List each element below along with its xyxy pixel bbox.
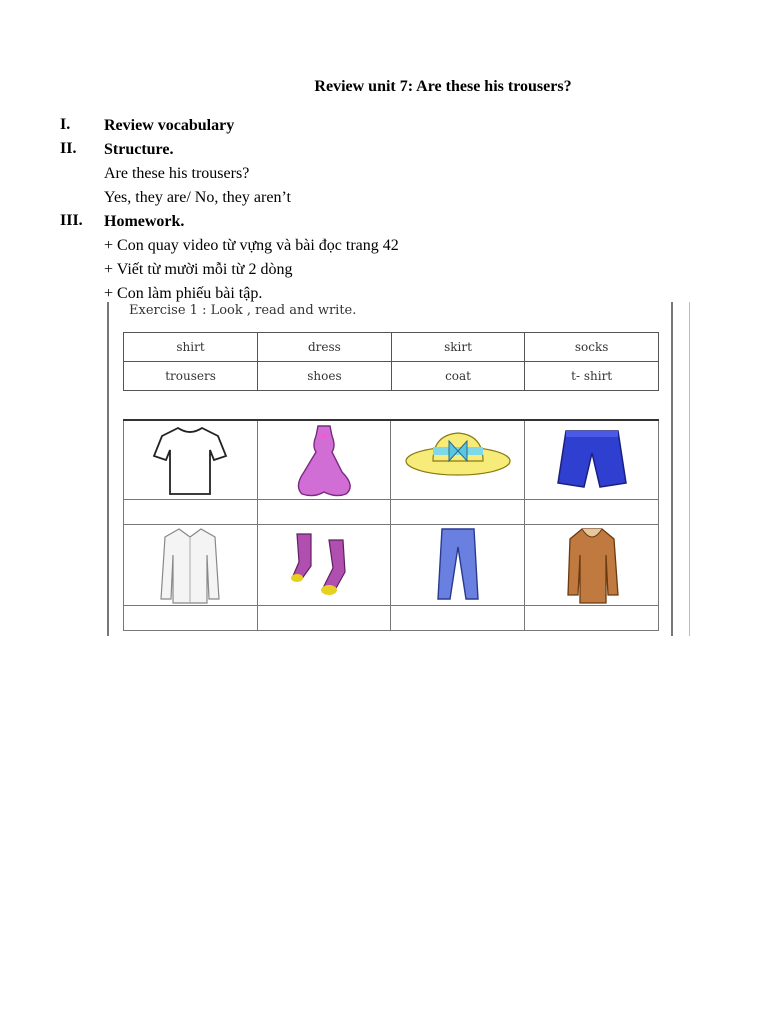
socks-icon <box>289 532 359 598</box>
section-number: II. <box>60 140 77 157</box>
word-cell: coat <box>391 362 525 391</box>
homework-item: + Viết từ mười mỗi từ 2 dòng <box>104 261 293 278</box>
worksheet-border <box>107 302 109 636</box>
answer-cell[interactable] <box>391 606 525 631</box>
picture-table <box>123 419 659 631</box>
shirt-icon <box>155 525 225 605</box>
answer-cell[interactable] <box>391 500 525 525</box>
page-title: Review unit 7: Are these his trousers? <box>314 78 572 95</box>
structure-question: Are these his trousers? <box>104 165 250 182</box>
word-cell: t- shirt <box>525 362 659 391</box>
exercise-worksheet <box>107 302 691 636</box>
exercise-title: Exercise 1 : Look , read and write. <box>129 303 357 318</box>
section-number: I. <box>60 116 71 133</box>
word-bank-table <box>123 332 659 391</box>
picture-cell <box>525 420 659 500</box>
shorts-icon <box>552 425 632 495</box>
answer-cell[interactable] <box>257 606 391 631</box>
picture-cell <box>391 525 525 606</box>
picture-cell <box>391 420 525 500</box>
word-cell: shoes <box>258 362 392 391</box>
word-cell: dress <box>258 333 392 362</box>
homework-item: + Con làm phiếu bài tập. <box>104 285 263 302</box>
word-cell: socks <box>525 333 659 362</box>
homework-item: + Con quay video từ vựng và bài đọc trang 42 <box>104 237 399 254</box>
section-number: III. <box>60 212 83 229</box>
answer-cell[interactable] <box>525 500 659 525</box>
picture-cell <box>525 525 659 606</box>
section-heading-homework: Homework. <box>104 213 185 230</box>
picture-cell <box>124 525 258 606</box>
word-cell: shirt <box>124 333 258 362</box>
section-heading-structure: Structure. <box>104 141 174 158</box>
word-cell: skirt <box>391 333 525 362</box>
hat-icon <box>403 425 513 495</box>
trousers-icon <box>428 527 488 603</box>
worksheet-border <box>689 302 690 636</box>
picture-cell <box>124 420 258 500</box>
answer-cell[interactable] <box>257 500 391 525</box>
word-cell: trousers <box>124 362 258 391</box>
worksheet-border <box>671 302 673 636</box>
picture-cell <box>257 420 391 500</box>
dress-icon <box>284 422 364 498</box>
picture-cell <box>257 525 391 606</box>
answer-cell[interactable] <box>124 500 258 525</box>
t-shirt-icon <box>150 422 230 498</box>
answer-cell[interactable] <box>124 606 258 631</box>
structure-answer: Yes, they are/ No, they aren’t <box>104 189 291 206</box>
section-heading-vocabulary: Review vocabulary <box>104 117 235 134</box>
coat-icon <box>562 525 622 605</box>
answer-cell[interactable] <box>525 606 659 631</box>
